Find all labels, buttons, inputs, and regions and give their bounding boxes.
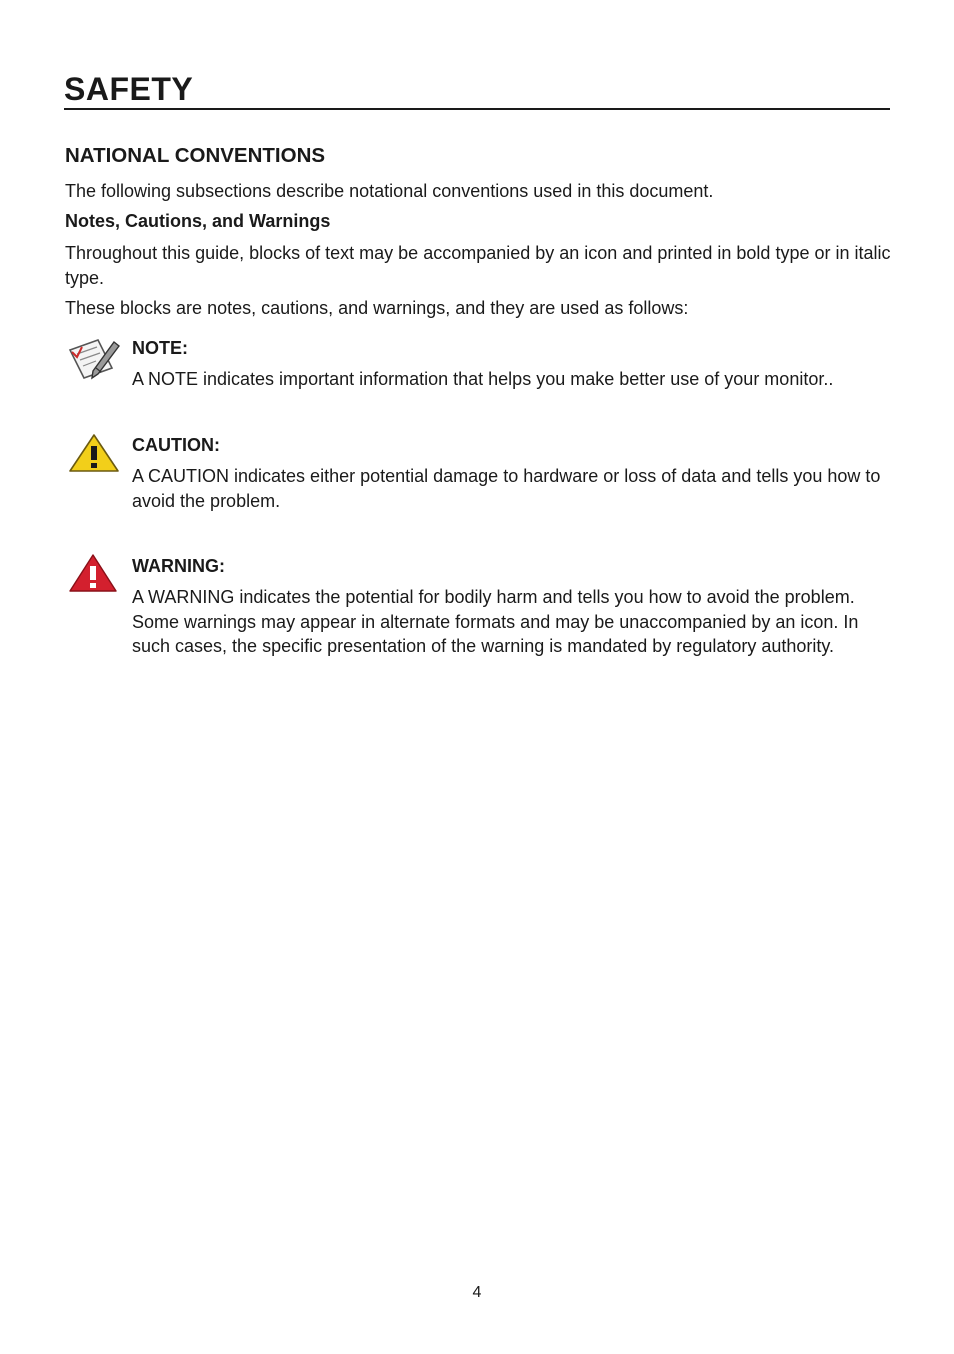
note-label: NOTE: [132,338,188,358]
paragraph-blocks-usage: These blocks are notes, cautions, and warnings, and they are used as follows: [65,298,689,318]
intro-paragraph: The following subsections describe notational conventions used in this document. [65,181,714,201]
caution-triangle-icon [68,433,120,473]
page-number: 4 [472,1284,482,1301]
warning-text: A WARNING indicates the potential for bodily harm and tells you how to avoid the problem. Some warnings may appear in alternate formats and may be unaccompanied by an icon. In such cases, the specific presentation of the warning is mandated by regulatory authority. [132,587,859,656]
subheading-notes-cautions-warnings: Notes, Cautions, and Warnings [65,211,331,231]
note-text: A NOTE indicates important information that helps you make better use of your monitor.. [132,369,834,389]
warning-triangle-icon [68,553,120,593]
warning-label: WARNING: [132,556,225,576]
caution-label: CAUTION: [132,435,220,455]
caution-text: A CAUTION indicates either potential damage to hardware or loss of data and tells you how to avoid the problem. [132,466,881,511]
section-heading: NATIONAL CONVENTIONS [65,144,326,167]
note-pencil-icon [68,338,120,384]
page-title: SAFETY [64,71,194,107]
title-divider [64,108,890,110]
paragraph-blocks-description: Throughout this guide, blocks of text may be accompanied by an icon and printed in bold type or in italic type. [65,243,891,288]
